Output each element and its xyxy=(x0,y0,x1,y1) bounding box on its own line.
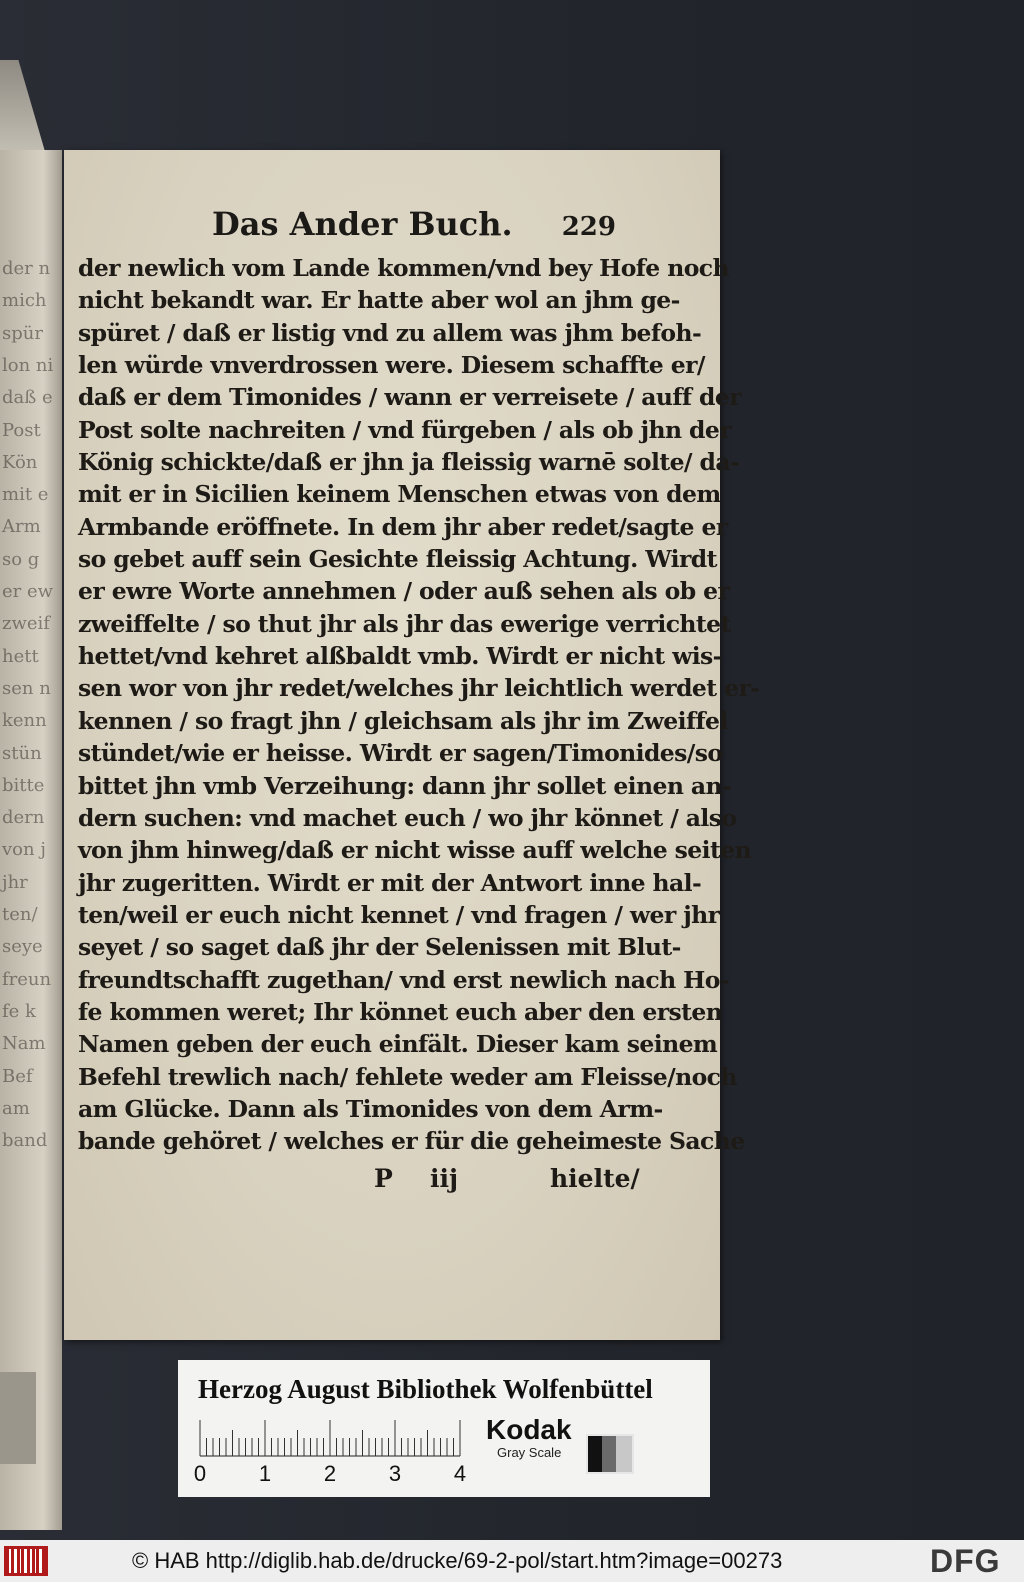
text-line: nicht bekandt war. Er hatte aber wol an jhm ge- xyxy=(78,286,680,315)
signature-mark: P xyxy=(374,1164,393,1193)
previous-leaf-fragment: Bef xyxy=(2,1065,33,1087)
ruler-number: 0 xyxy=(193,1461,207,1486)
text-line: Armbande eröffnete. In dem jhr aber redet/sagte er xyxy=(78,512,728,541)
previous-leaf-fragment: er ew xyxy=(2,581,54,602)
previous-leaf-fragment: von j xyxy=(2,839,46,861)
barcode-icon xyxy=(4,1546,48,1576)
previous-leaf-fragment: freun xyxy=(2,968,52,990)
previous-leaf-fragment: am xyxy=(2,1097,30,1119)
previous-leaf-fragment: dern xyxy=(2,807,45,829)
previous-leaf-fragment: daß e xyxy=(2,387,53,409)
text-line: daß er dem Timonides / wann er verreisete / auff der xyxy=(78,383,741,412)
previous-leaf-fragment: ten/ xyxy=(2,904,38,925)
previous-leaf-fragment: band xyxy=(2,1130,48,1152)
previous-leaf-fragment: zweif xyxy=(2,613,50,635)
footer-bar xyxy=(0,1540,1024,1582)
previous-leaf-fragment: lon ni xyxy=(2,354,54,376)
text-line: ten/weil er euch nicht kennet / vnd fragen / wer jhr xyxy=(78,900,720,929)
previous-leaf-bottom xyxy=(0,1372,36,1464)
ruler-number: 2 xyxy=(323,1461,337,1486)
text-line: kennen / so fragt jhn / gleichsam als jhr im Zweiffel xyxy=(78,706,728,735)
text-block xyxy=(78,252,760,1158)
text-line: Namen geben der euch einfält. Dieser kam seinem xyxy=(78,1030,718,1059)
text-line: der newlich vom Lande kommen/vnd bey Hofe noch xyxy=(78,254,729,282)
ruler-number: 4 xyxy=(453,1461,467,1486)
text-line: zweiffelte / so thut jhr als jhr das ewerige verrichtet xyxy=(78,609,731,638)
previous-leaf-fragment: der n xyxy=(2,258,51,279)
text-line: freundtschafft zugethan/ vnd erst newlich nach Ho- xyxy=(78,965,730,994)
previous-leaf-fragment: Nam xyxy=(2,1033,46,1055)
page-number: 229 xyxy=(561,212,616,242)
previous-leaf-fragment: seye xyxy=(2,936,43,958)
previous-leaf-edge xyxy=(0,150,62,1530)
signature-line xyxy=(64,1162,720,1196)
signature-number: iij xyxy=(430,1164,459,1193)
ruler-number: 3 xyxy=(388,1461,402,1486)
text-line: bittet jhn vmb Verzeihung: dann jhr sollet einen an- xyxy=(78,771,732,800)
text-line: spüret / daß er listig vnd zu allem was jhm befoh- xyxy=(78,318,702,347)
text-line: Post solte nachreiten / vnd fürgeben / als ob jhn der xyxy=(78,415,732,444)
gray-scale-label: Gray Scale xyxy=(497,1445,562,1460)
previous-leaf-fragment: spür xyxy=(2,322,43,344)
text-line: König schickte/daß er jhn ja fleissig warnē solte/ da- xyxy=(78,448,740,477)
text-line: dern suchen: vnd machet euch / wo jhr könnet / also xyxy=(78,803,737,832)
previous-leaf-fragment: mit e xyxy=(2,484,49,506)
previous-leaf-fragment: hett xyxy=(2,645,39,667)
previous-leaf-fragment: so g xyxy=(2,548,40,570)
kodak-logo: Kodak xyxy=(486,1414,572,1445)
ruler-number: 1 xyxy=(258,1461,272,1486)
previous-leaf-fragment: Post xyxy=(2,419,41,441)
text-line: bande gehöret / welches er für die geheimeste Sache xyxy=(78,1127,745,1156)
source-url[interactable]: © HAB http://diglib.hab.de/drucke/69-2-pol/start.htm?image=00273 xyxy=(132,1548,783,1573)
previous-leaf-fragment: fe k xyxy=(2,1000,36,1022)
text-line: seyet / so saget daß jhr der Selenissen mit Blut- xyxy=(78,933,681,962)
text-line: jhr zugeritten. Wirdt er mit der Antwort inne hal- xyxy=(78,868,702,897)
previous-leaf-fragment: Arm xyxy=(2,516,41,538)
library-name: Herzog August Bibliothek Wolfenbüttel xyxy=(198,1374,653,1404)
text-line: er ewre Worte annehmen / oder auß sehen als ob er xyxy=(78,577,730,606)
running-head: Das Ander Buch. xyxy=(212,205,513,243)
previous-leaf-fragment: sen n xyxy=(2,677,51,699)
previous-leaf-fragment: stün xyxy=(2,742,42,764)
previous-leaf-fragment: Kön xyxy=(2,451,38,473)
text-line: am Glücke. Dann als Timonides von dem Arm- xyxy=(78,1094,663,1123)
text-line: Befehl trewlich nach/ fehlete weder am Fleisse/noch xyxy=(78,1062,737,1091)
color-target-card xyxy=(178,1360,710,1497)
text-line: von jhm hinweg/daß er nicht wisse auff welche seiten xyxy=(78,836,752,865)
text-line: len würde vnverdrossen were. Diesem schaffte er/ xyxy=(78,351,705,380)
scale-ruler xyxy=(198,1418,468,1458)
previous-leaf-fragment: bitte xyxy=(2,774,45,796)
previous-leaf-fragment: mich xyxy=(2,290,47,312)
gray-scale-patch xyxy=(586,1434,634,1474)
dfg-logo: DFG xyxy=(930,1543,1001,1579)
book-page xyxy=(64,150,760,1340)
text-line: so gebet auff sein Gesichte fleissig Achtung. Wirdt xyxy=(78,545,717,574)
text-line: stündet/wie er heisse. Wirdt er sagen/Timonides/so xyxy=(78,739,723,768)
text-line: hettet/vnd kehret alßbaldt vmb. Wirdt er nicht wis- xyxy=(78,642,722,671)
previous-leaf-fragment: jhr xyxy=(2,871,28,893)
text-line: fe kommen weret; Ihr könnet euch aber den ersten xyxy=(78,997,723,1026)
catchword: hielte/ xyxy=(550,1164,640,1193)
text-line: sen wor von jhr redet/welches jhr leichtlich werdet er- xyxy=(78,674,760,703)
previous-leaf-fragment: kenn xyxy=(2,710,47,732)
text-line: mit er in Sicilien keinem Menschen etwas von dem xyxy=(78,480,721,509)
